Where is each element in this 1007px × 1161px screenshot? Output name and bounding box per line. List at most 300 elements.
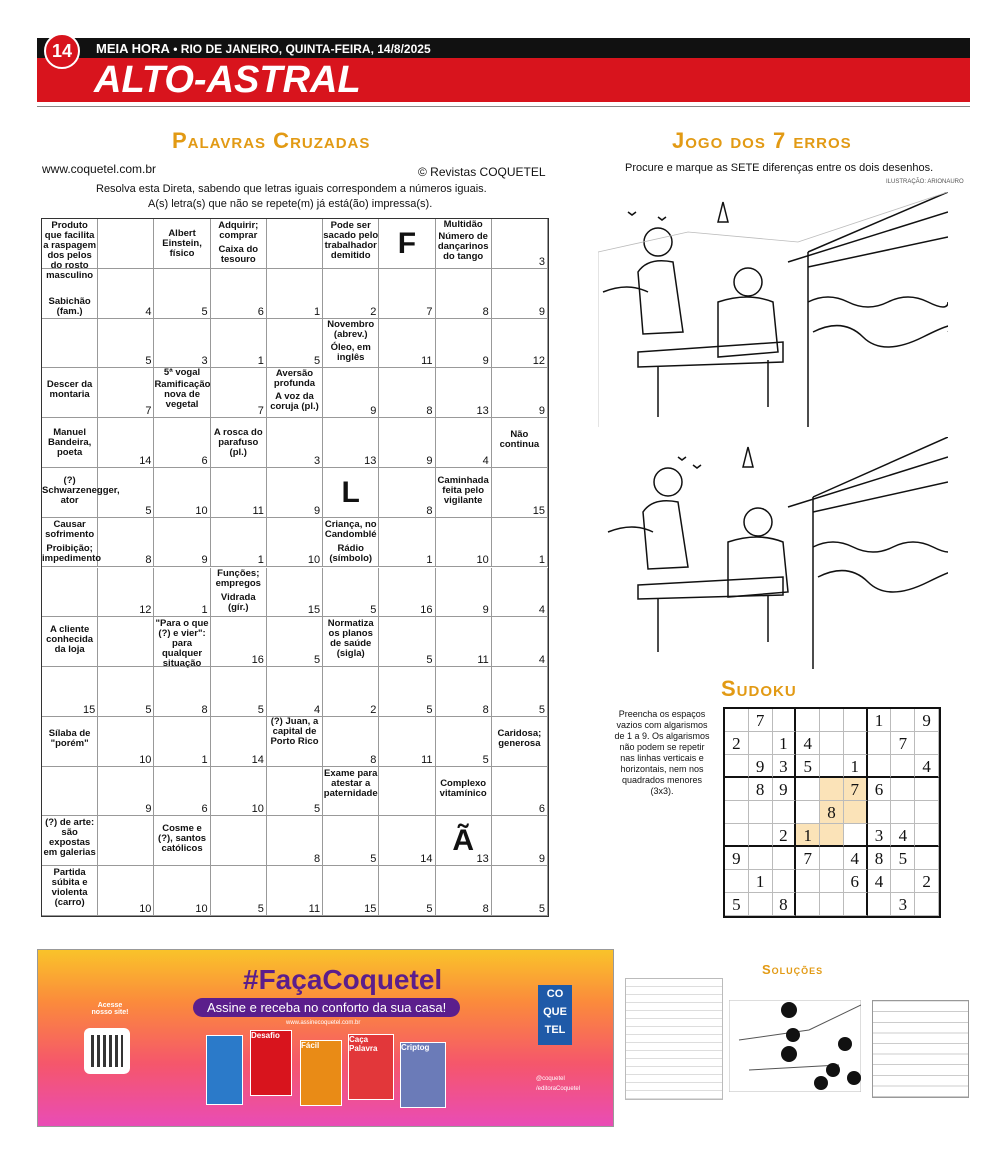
sudoku-cell[interactable] (820, 893, 844, 916)
sudoku-cell[interactable]: 6 (844, 870, 868, 893)
cell-number: 10 (251, 803, 264, 816)
cell-number: 13 (364, 454, 377, 467)
sudoku-cell[interactable]: 4 (891, 824, 915, 847)
subscription-ad[interactable] (37, 949, 614, 1127)
clue-cell (267, 717, 323, 767)
given-letter: L (341, 475, 360, 509)
sudoku-cell[interactable]: 8 (773, 893, 797, 916)
sudoku-cell[interactable] (844, 709, 868, 732)
crossword-cell[interactable] (154, 866, 210, 916)
clue-cell (42, 617, 98, 667)
clue-cell (492, 717, 548, 767)
sudoku-cell[interactable]: 9 (749, 755, 773, 778)
sudoku-cell[interactable] (796, 778, 820, 801)
crossword-cell[interactable] (98, 617, 154, 667)
sudoku-cell[interactable] (796, 801, 820, 824)
crossword-cell[interactable] (323, 568, 379, 618)
sudoku-cell[interactable] (915, 778, 939, 801)
crossword-cell[interactable] (154, 468, 210, 518)
sudoku-cell[interactable] (868, 893, 892, 916)
clue-text: Óleo, em inglês (330, 341, 371, 363)
cell-number: 10 (139, 902, 152, 915)
sudoku-cell[interactable]: 1 (773, 732, 797, 755)
cell-number: 4 (482, 454, 489, 467)
cell-number: 8 (313, 853, 321, 866)
crossword-cell[interactable] (492, 617, 548, 667)
sudoku-cell[interactable] (844, 801, 868, 824)
sudoku-cell[interactable] (820, 847, 844, 870)
crossword-cell[interactable] (436, 866, 492, 916)
crossword-cell[interactable] (436, 568, 492, 618)
sudoku-cell[interactable]: 9 (725, 847, 749, 870)
sudoku-cell[interactable] (844, 893, 868, 916)
sudoku-cell[interactable] (915, 801, 939, 824)
crossword-cell[interactable] (211, 667, 267, 717)
ad-tagline: Assine e receba no conforto da sua casa! (193, 998, 460, 1017)
cell-number: 6 (201, 454, 208, 467)
clue-cell (42, 866, 98, 916)
crossword-cell[interactable] (98, 518, 154, 568)
crossword-cell[interactable] (98, 816, 154, 866)
cell-number: 5 (257, 703, 264, 716)
crossword-cell[interactable] (379, 418, 435, 468)
crossword-instructions-2: A(s) letra(s) que não se repete(m) já está(ão) impressa(s). (148, 198, 433, 210)
crossword-cell[interactable] (436, 816, 492, 866)
cell-number: 9 (426, 454, 433, 467)
sudoku-cell[interactable] (725, 755, 749, 778)
clue-text: Manuel Bandeira, poeta (47, 427, 92, 459)
cell-number: 15 (82, 703, 96, 716)
clue-cell (42, 717, 98, 767)
sudoku-cell[interactable] (773, 847, 797, 870)
sudoku-solution (872, 1000, 969, 1098)
sudoku-cell[interactable] (725, 824, 749, 847)
clue-cell (42, 816, 98, 866)
crossword-cell[interactable] (492, 816, 548, 866)
cell-number: 10 (476, 554, 489, 567)
sudoku-instructions: Preencha os espaços vazios com algarismos de 1 a 9. Os algarismos não podem se repetir nas linhas verticais e horizontais, nem nos quadrados menores (3x3). (614, 709, 710, 796)
crossword-cell[interactable] (492, 468, 548, 518)
sudoku-cell[interactable]: 1 (868, 709, 892, 732)
cell-number: 4 (538, 604, 545, 617)
cell-number: 6 (257, 305, 264, 318)
sudoku-cell[interactable]: 3 (891, 893, 915, 916)
clue-cell (154, 617, 210, 670)
sudoku-cell[interactable]: 8 (749, 778, 773, 801)
cell-number: 6 (538, 803, 545, 816)
clue-text: Produto que facilita a raspagem dos pelos do rosto masculino (43, 220, 97, 281)
sudoku-cell[interactable] (915, 893, 939, 916)
crossword-cell[interactable] (323, 667, 379, 717)
sudoku-cell[interactable]: 7 (796, 847, 820, 870)
sudoku-cell[interactable]: 5 (891, 847, 915, 870)
sudoku-cell[interactable] (725, 801, 749, 824)
clue-text: Rádio (símbolo) (329, 542, 373, 564)
crossword-cell[interactable] (211, 269, 267, 319)
crossword-cell[interactable] (323, 368, 379, 418)
crossword-cell[interactable] (154, 717, 210, 767)
sudoku-title: Sudoku (721, 676, 797, 701)
crossword-cell[interactable] (379, 568, 435, 618)
magazine-criptog[interactable]: Criptog (400, 1042, 446, 1108)
sudoku-cell[interactable]: 1 (844, 755, 868, 778)
ad-social-1[interactable]: @coquetel (536, 1076, 565, 1082)
cell-number: 1 (257, 355, 264, 368)
crossword-cell[interactable] (436, 368, 492, 418)
clue-cell (42, 368, 98, 418)
sudoku-cell[interactable] (796, 893, 820, 916)
crossword-cell[interactable] (98, 319, 154, 369)
crossword-cell[interactable] (211, 767, 267, 817)
sudoku-cell[interactable]: 7 (749, 709, 773, 732)
sudoku-cell[interactable]: 6 (868, 778, 892, 801)
crossword-cell[interactable] (323, 468, 379, 518)
clue-cell (211, 219, 267, 269)
sudoku-cell[interactable]: 7 (844, 778, 868, 801)
cell-number: 11 (421, 355, 433, 368)
drawing-top[interactable] (598, 192, 948, 427)
cell-number: 5 (426, 703, 433, 716)
sudoku-cell[interactable] (773, 870, 797, 893)
sudoku-cell[interactable] (915, 847, 939, 870)
crossword-cell[interactable] (323, 269, 379, 319)
dateline-text: • RIO DE JANEIRO, QUINTA-FEIRA, 14/8/2025 (173, 42, 431, 56)
sudoku-cell[interactable] (725, 870, 749, 893)
crossword-cell[interactable] (154, 518, 210, 568)
cell-number: 15 (532, 504, 545, 517)
crossword-cell[interactable] (492, 518, 548, 568)
solutions-title: Soluções (762, 962, 824, 977)
crossword-cell[interactable] (98, 568, 154, 618)
crossword-cell[interactable] (267, 468, 323, 518)
cell-number: 1 (257, 554, 264, 567)
crossword-cell[interactable] (379, 219, 435, 269)
sudoku-cell[interactable]: 9 (915, 709, 939, 732)
ad-social-2[interactable]: /editoraCoquetel (536, 1086, 581, 1092)
crossword-cell[interactable] (436, 269, 492, 319)
crossword-cell[interactable] (379, 518, 435, 568)
crossword-cell[interactable] (267, 568, 323, 618)
sudoku-cell[interactable] (820, 732, 844, 755)
crossword-cell[interactable] (492, 767, 548, 817)
cell-number: 12 (532, 355, 545, 368)
cell-number: 8 (370, 753, 377, 766)
crossword-cell[interactable] (98, 418, 154, 468)
cell-number: 8 (201, 703, 208, 716)
cell-number: 9 (370, 405, 377, 418)
magazine-caca-palavra[interactable]: Caça Palavra (348, 1034, 394, 1100)
clue-text: Novembro (abrev.) (327, 318, 375, 340)
crossword-cell[interactable] (379, 767, 435, 817)
sudoku-cell[interactable]: 1 (796, 824, 820, 847)
cell-number: 11 (308, 902, 321, 915)
sudoku-cell[interactable] (749, 847, 773, 870)
cell-number: 15 (364, 902, 377, 915)
drawing-bottom[interactable] (598, 437, 948, 669)
crossword-cell[interactable] (492, 269, 548, 319)
cell-number: 1 (313, 305, 321, 318)
cell-number: 13 (476, 853, 489, 866)
magazine-cover[interactable] (206, 1035, 243, 1105)
sudoku-cell[interactable] (773, 801, 797, 824)
sudoku-cell[interactable] (749, 732, 773, 755)
sudoku-cell[interactable] (749, 801, 773, 824)
crossword-cell[interactable] (492, 568, 548, 618)
cell-number: 9 (145, 803, 152, 816)
crossword-cell[interactable] (42, 319, 98, 369)
cell-number: 2 (370, 305, 377, 318)
sudoku-cell[interactable] (749, 824, 773, 847)
sudoku-cell[interactable] (820, 778, 844, 801)
crossword-cell[interactable] (42, 667, 98, 717)
clue-text: Exame para atestar a paternidade (323, 767, 378, 799)
cell-number: 5 (482, 753, 489, 766)
crossword-cell[interactable] (267, 269, 323, 319)
clue-text: Ramificação nova de vegetal (154, 379, 211, 411)
clue-text: (?) Schwarzenegger, ator (42, 474, 120, 506)
crossword-cell[interactable] (267, 866, 323, 916)
sudoku-cell[interactable] (891, 778, 915, 801)
cell-number: 5 (426, 654, 433, 667)
cell-number: 9 (538, 305, 545, 318)
cell-number: 7 (257, 405, 264, 418)
crossword-cell[interactable] (98, 667, 154, 717)
sudoku-cell[interactable] (891, 801, 915, 824)
crossword-cell[interactable] (323, 418, 379, 468)
crossword-cell[interactable] (436, 319, 492, 369)
crossword-cell[interactable] (211, 319, 267, 369)
crossword-cell[interactable] (323, 717, 379, 767)
sudoku-cell[interactable]: 3 (868, 824, 892, 847)
sudoku-grid[interactable] (723, 707, 941, 918)
clue-text: Multidão (443, 219, 483, 230)
cell-number: 6 (201, 803, 208, 816)
sudoku-cell[interactable] (844, 732, 868, 755)
crossword-cell[interactable] (436, 667, 492, 717)
sudoku-cell[interactable]: 3 (773, 755, 797, 778)
crossword-cell[interactable] (98, 866, 154, 916)
crossword-cell[interactable] (379, 468, 435, 518)
crossword-cell[interactable] (154, 269, 210, 319)
crossword-cell[interactable] (323, 866, 379, 916)
cell-number: 9 (482, 604, 489, 617)
magazine-facil[interactable]: Fácil (300, 1040, 342, 1106)
dateline (96, 41, 431, 56)
given-letter: Ã (452, 824, 474, 858)
sudoku-cell[interactable] (891, 709, 915, 732)
cell-number: 5 (538, 703, 545, 716)
spot-credit: ILUSTRAÇÃO: ARIONAURO (886, 179, 964, 185)
crossword-cell[interactable] (323, 816, 379, 866)
sudoku-cell[interactable]: 2 (725, 732, 749, 755)
clue-text: Causar sofrimento (45, 518, 95, 540)
sudoku-cell[interactable] (915, 824, 939, 847)
sudoku-cell[interactable]: 8 (868, 847, 892, 870)
cell-number: 14 (139, 454, 152, 467)
cell-number: 10 (195, 504, 208, 517)
clue-cell (211, 568, 267, 618)
sudoku-cell[interactable]: 4 (868, 870, 892, 893)
crossword-cell[interactable] (98, 219, 154, 269)
crossword-cell[interactable] (379, 368, 435, 418)
crossword-cell[interactable] (436, 717, 492, 767)
sudoku-cell[interactable] (820, 755, 844, 778)
crossword-cell[interactable] (211, 468, 267, 518)
sudoku-cell[interactable]: 7 (891, 732, 915, 755)
cell-number: 10 (195, 902, 208, 915)
clue-cell (42, 518, 102, 568)
sudoku-cell[interactable] (868, 801, 892, 824)
sudoku-cell[interactable] (796, 870, 820, 893)
clue-text: Aversão profunda (273, 368, 316, 390)
crossword-cell[interactable] (154, 418, 210, 468)
crossword-grid[interactable] (41, 218, 549, 917)
crossword-cell[interactable] (267, 667, 323, 717)
clue-cell (436, 468, 492, 518)
sudoku-cell[interactable]: 9 (773, 778, 797, 801)
clue-text: A rosca do parafuso (pl.) (213, 427, 263, 459)
crossword-cell[interactable] (211, 816, 267, 866)
cell-number: 2 (370, 703, 377, 716)
sudoku-cell[interactable]: 2 (773, 824, 797, 847)
clue-text: (?) Juan, a capital de Porto Rico (270, 715, 319, 747)
coquetel-logo: CO QUE TEL (538, 985, 572, 1045)
crossword-cell[interactable] (267, 518, 323, 568)
clue-cell (323, 219, 379, 269)
cell-number: 12 (139, 604, 152, 617)
crossword-cell[interactable] (98, 717, 154, 767)
clue-text: Cosme e (?), santos católicos (158, 823, 207, 855)
cell-number: 3 (538, 255, 545, 268)
crossword-cell[interactable] (267, 219, 323, 269)
crossword-cell[interactable] (379, 816, 435, 866)
sudoku-cell[interactable]: 1 (749, 870, 773, 893)
clue-text: Criança, no Candomblé (324, 518, 377, 540)
crossword-cell[interactable] (98, 368, 154, 418)
sudoku-cell[interactable] (868, 755, 892, 778)
cell-number: 8 (482, 902, 489, 915)
crossword-cell[interactable] (211, 518, 267, 568)
crossword-cell[interactable] (211, 866, 267, 916)
crossword-cell[interactable] (154, 319, 210, 369)
clue-text: Caixa do tesouro (218, 244, 259, 265)
clue-text: A voz da coruja (pl.) (270, 391, 319, 413)
crossword-cell[interactable] (98, 468, 154, 518)
crossword-cell[interactable] (436, 518, 492, 568)
clue-cell (154, 219, 210, 269)
crossword-cell[interactable] (436, 418, 492, 468)
cell-number: 5 (313, 803, 321, 816)
crossword-cell[interactable] (379, 617, 435, 667)
sudoku-cell[interactable] (820, 870, 844, 893)
cell-number: 10 (139, 753, 152, 766)
spot-title: Jogo dos 7 erros (672, 128, 852, 153)
clue-text: 5ª vogal (163, 367, 201, 379)
cell-number: 7 (426, 305, 433, 318)
crossword-cell[interactable] (379, 269, 435, 319)
sudoku-cell[interactable] (915, 732, 939, 755)
sudoku-cell[interactable] (749, 893, 773, 916)
clue-text: Caminhada feita pelo vigilante (437, 474, 489, 506)
cell-number: 5 (145, 504, 152, 517)
cell-number: 8 (482, 305, 489, 318)
crossword-cell[interactable] (98, 269, 154, 319)
crossword-copyright: © Revistas COQUETEL (418, 165, 546, 179)
sudoku-cell[interactable]: 5 (725, 893, 749, 916)
crossword-cell[interactable] (492, 319, 548, 369)
cell-number: 10 (307, 554, 321, 567)
sudoku-cell[interactable] (725, 778, 749, 801)
clue-cell (323, 518, 379, 568)
sudoku-cell[interactable] (820, 824, 844, 847)
crossword-cell[interactable] (379, 866, 435, 916)
crossword-cell[interactable] (42, 767, 98, 817)
crossword-cell[interactable] (379, 667, 435, 717)
clue-text: Pode ser sacado pelo trabalhador demitido (323, 220, 379, 261)
sudoku-cell[interactable]: 4 (796, 732, 820, 755)
sudoku-cell[interactable]: 2 (915, 870, 939, 893)
crossword-cell[interactable] (379, 319, 435, 369)
crossword-cell[interactable] (492, 368, 548, 418)
magazine-desafio[interactable]: Desafio (250, 1030, 292, 1096)
crossword-cell[interactable] (42, 568, 98, 618)
clue-cell (436, 767, 492, 817)
crossword-cell[interactable] (267, 418, 323, 468)
crossword-cell[interactable] (267, 617, 323, 667)
crossword-cell[interactable] (98, 767, 154, 817)
sudoku-cell[interactable] (796, 709, 820, 732)
crossword-cell[interactable] (436, 617, 492, 667)
crossword-cell[interactable] (154, 568, 210, 618)
qr-code[interactable] (84, 1028, 130, 1074)
sudoku-cell[interactable] (820, 709, 844, 732)
clue-text: Vidrada (gír.) (220, 591, 256, 613)
clue-cell (42, 269, 98, 319)
sudoku-cell[interactable]: 5 (796, 755, 820, 778)
sudoku-cell[interactable] (891, 755, 915, 778)
sudoku-cell[interactable]: 4 (915, 755, 939, 778)
crossword-cell[interactable] (267, 816, 323, 866)
crossword-site[interactable]: www.coquetel.com.br (42, 162, 157, 176)
sudoku-cell[interactable]: 4 (844, 847, 868, 870)
crossword-cell[interactable] (267, 767, 323, 817)
crossword-cell[interactable] (211, 617, 267, 667)
crossword-cell[interactable] (492, 866, 548, 916)
ad-url[interactable]: www.assinecoquetel.com.br (286, 1020, 361, 1026)
clue-text: Não continua (499, 429, 540, 451)
crossword-cell[interactable] (154, 667, 210, 717)
ad-hashtag: #FaçaCoquetel (243, 964, 443, 995)
sudoku-cell[interactable]: 8 (820, 801, 844, 824)
sudoku-cell[interactable] (868, 732, 892, 755)
cell-number: 3 (201, 355, 208, 368)
crossword-cell[interactable] (492, 219, 548, 269)
clue-text: Sabichão (fam.) (48, 295, 91, 317)
crossword-cell[interactable] (154, 767, 210, 817)
crossword-cell[interactable] (267, 319, 323, 369)
sudoku-cell[interactable] (773, 709, 797, 732)
cell-number: 5 (426, 902, 433, 915)
crossword-cell[interactable] (211, 368, 267, 418)
crossword-cell[interactable] (492, 667, 548, 717)
crossword-title: Palavras Cruzadas (172, 128, 371, 153)
sudoku-cell[interactable] (725, 709, 749, 732)
crossword-cell[interactable] (379, 717, 435, 767)
sudoku-cell[interactable] (891, 870, 915, 893)
cell-number: 13 (476, 405, 489, 418)
crossword-cell[interactable] (211, 717, 267, 767)
sudoku-cell[interactable] (844, 824, 868, 847)
